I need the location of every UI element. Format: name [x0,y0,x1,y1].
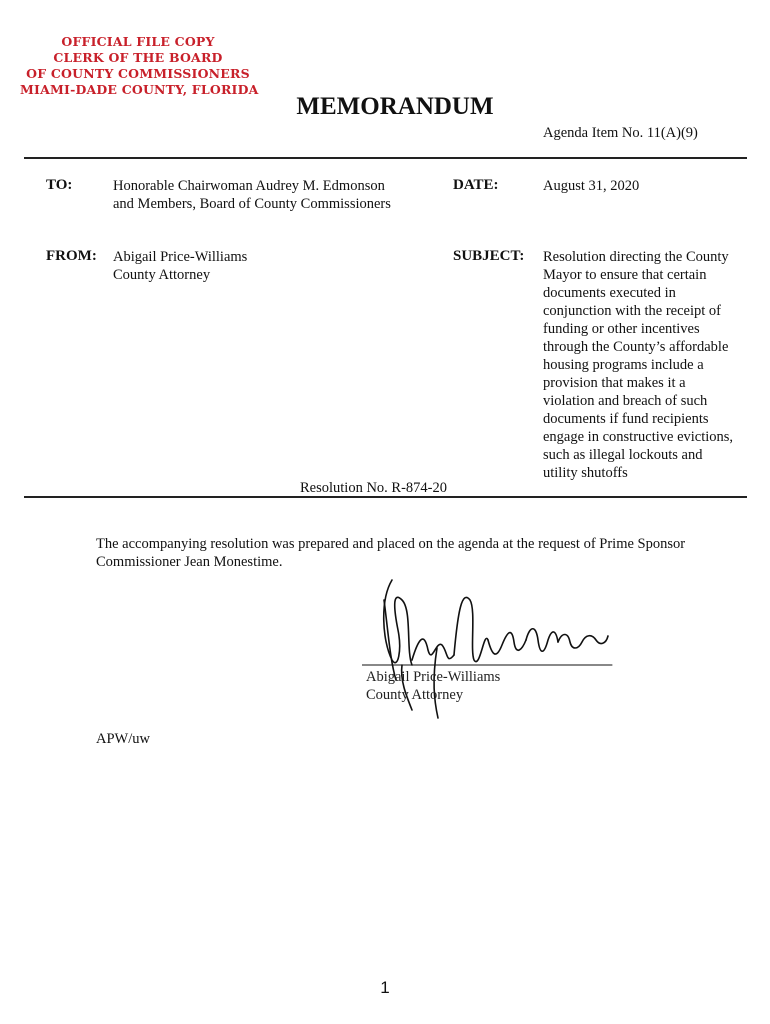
body-line: The accompanying resolution was prepared and placed on the agenda at the request of Prime Sponsor [96,536,686,552]
from-sender [113,248,247,284]
subject-line: provision that makes it a [543,375,686,391]
subject-line: housing programs include a [543,357,704,373]
date-value: August 31, 2020 [543,178,640,194]
subject-line: Resolution directing the County [543,249,729,265]
from-line: Abigail Price-Williams [113,249,248,265]
top-divider [24,157,747,159]
reference-initials: APW/uw [96,731,150,747]
subject-line: such as illegal lockouts and [543,447,703,463]
to-recipient [113,177,391,213]
to-line: and Members, Board of County Commissioners [113,196,391,212]
stamp-line: OF COUNTY COMMISSIONERS [26,66,250,81]
to-line: Honorable Chairwoman Audrey M. Edmonson [113,178,385,194]
signature-block [366,668,500,704]
from-label: FROM: [46,248,97,264]
resolution-number: Resolution No. R-874-20 [300,480,448,496]
clerk-stamp [20,34,259,98]
signatory-name: Abigail Price-Williams [366,669,501,685]
subject-line: utility shutoffs [543,465,628,481]
subject-line: engage in constructive evictions, [543,429,734,445]
subject-line: violation and breach of such [543,393,708,409]
subject-text [543,248,758,482]
stamp-line: CLERK OF THE BOARD [53,50,223,65]
to-label: TO: [46,177,73,193]
memo-title: MEMORANDUM [296,93,494,120]
subject-line: funding or other incentives [543,321,700,337]
subject-line: through the County’s affordable [543,339,729,355]
stamp-line: MIAMI-DADE COUNTY, FLORIDA [20,82,259,97]
subject-label: SUBJECT: [453,248,525,264]
subject-line: documents executed in [543,285,676,301]
agenda-item-number: Agenda Item No. 11(A)(9) [543,125,698,141]
from-line: County Attorney [113,267,211,283]
date-label: DATE: [453,177,499,193]
body-line: Commissioner Jean Monestime. [96,554,283,570]
stamp-line: OFFICIAL FILE COPY [61,34,215,49]
bottom-divider [24,496,747,498]
subject-line: conjunction with the receipt of [543,303,721,319]
body-paragraph [96,535,716,571]
subject-line: documents if fund recipients [543,411,709,427]
signatory-title: County Attorney [366,687,464,703]
page-number: 1 [380,978,390,997]
subject-line: Mayor to ensure that certain [543,267,707,283]
